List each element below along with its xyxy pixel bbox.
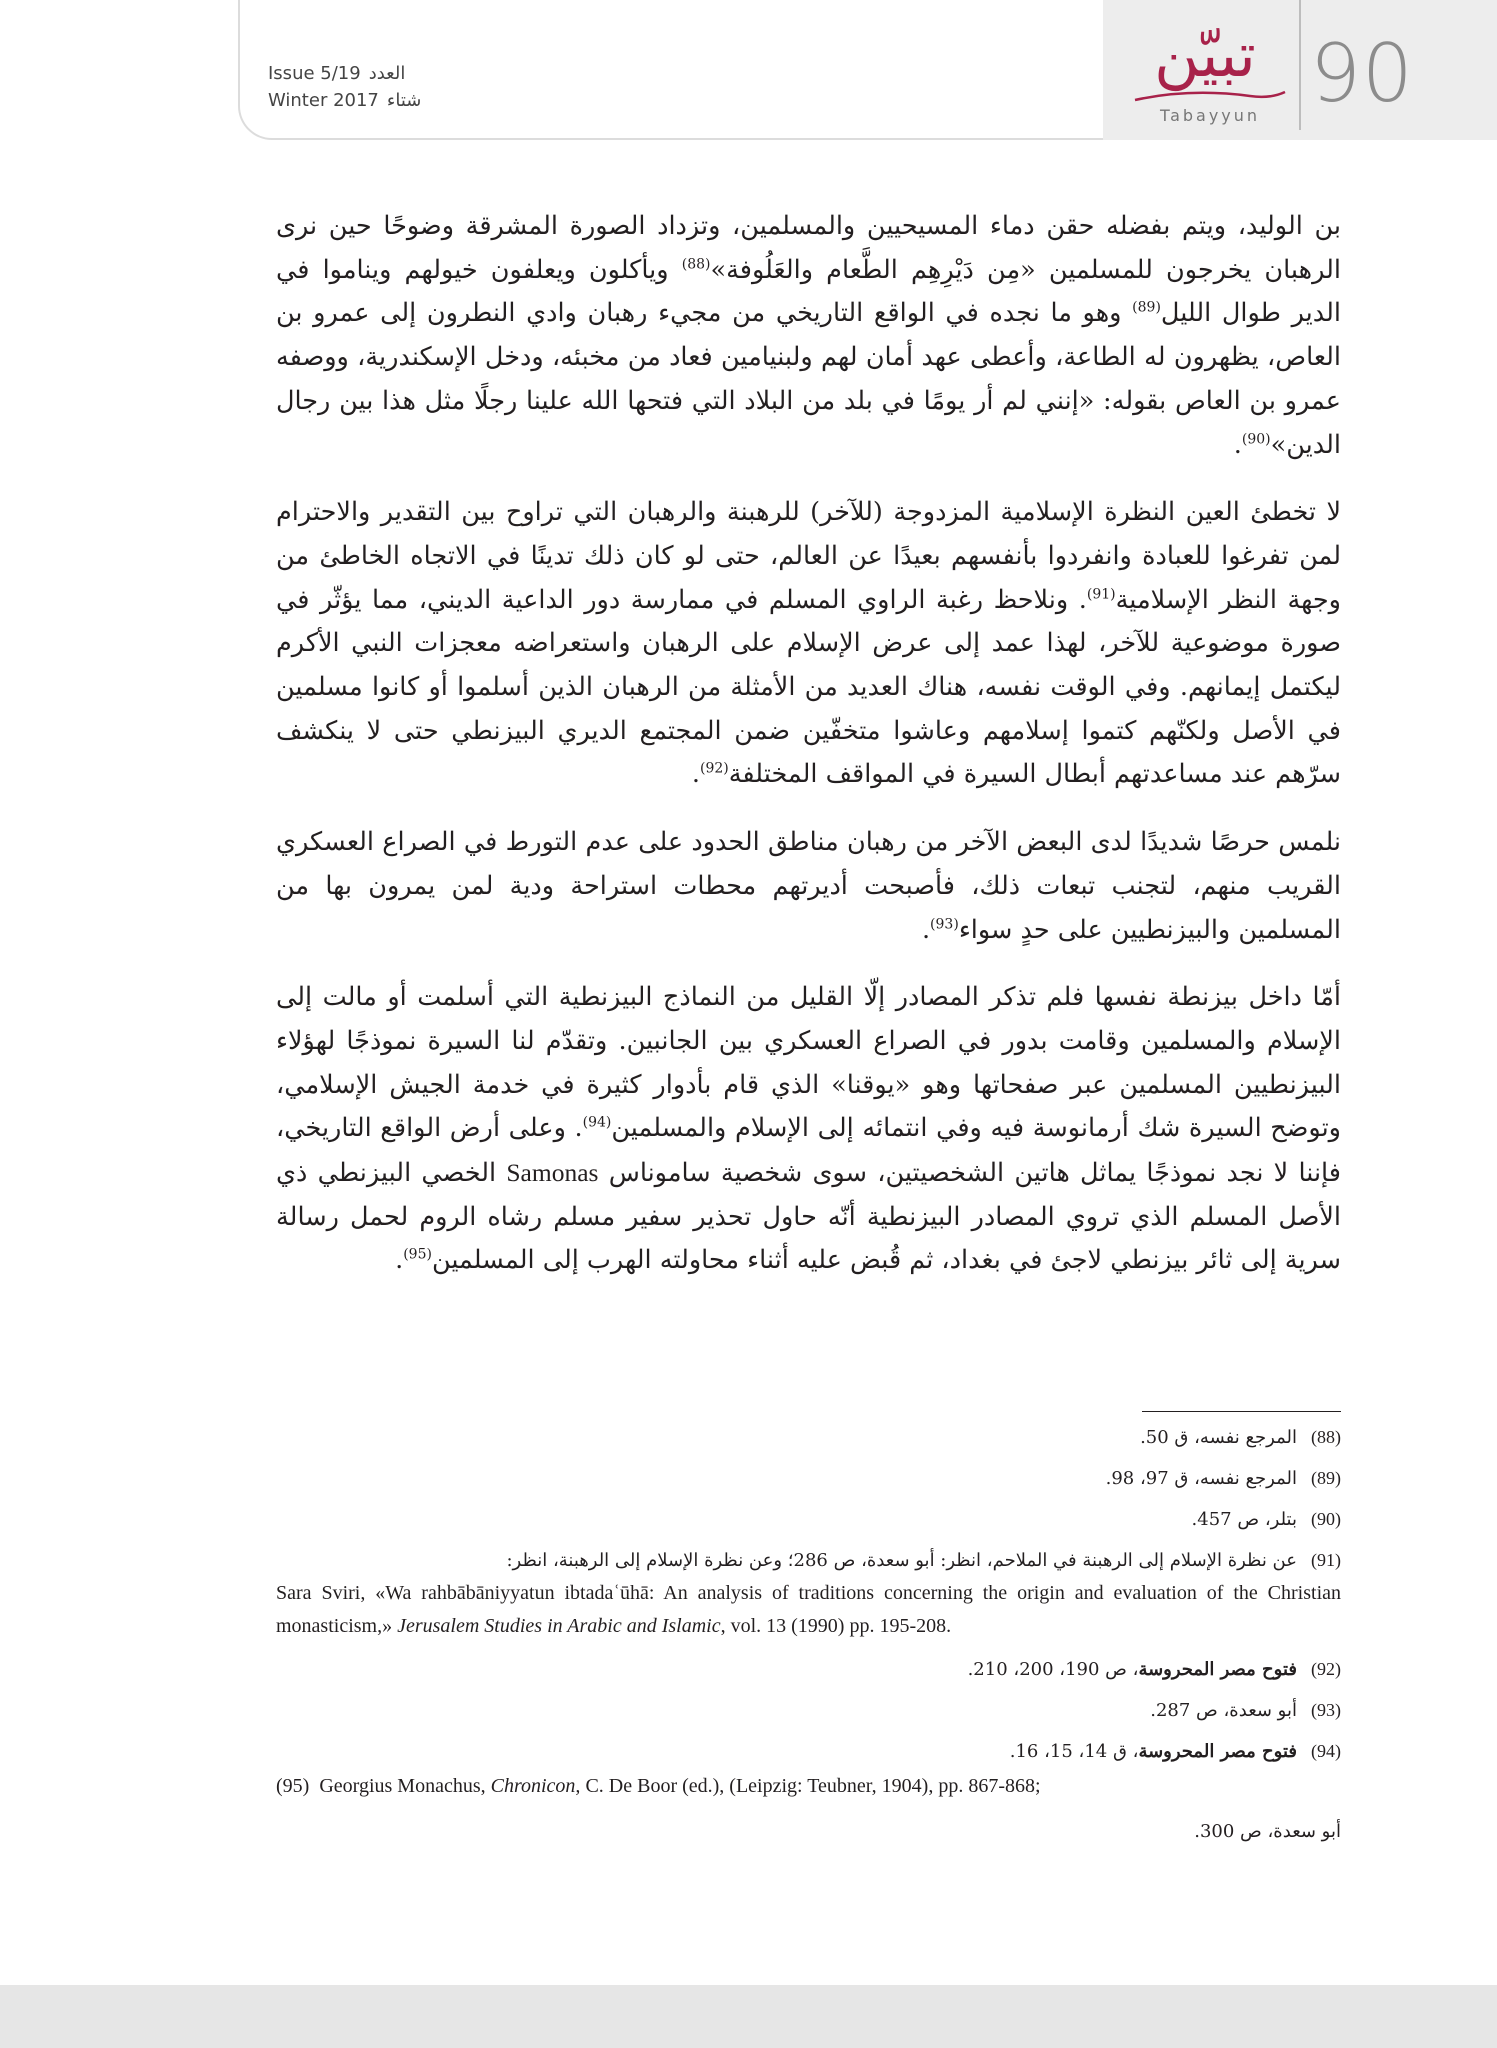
text-run: لا تخطئ العين النظرة الإسلامية المزدوجة (للآخر) للرهبنة والرهبان التي تراوح بين التقدير والاحترام لمن تفرغوا للعبادة وانفردوا بأنفسهم بعيدًا عن العالم، حتى لو كان ذلك تدينًا في الاتجاه الخاطئ من وجهة النظر الإسلامية <box>276 497 1341 615</box>
logo-latin-text: Tabayyun <box>1159 106 1261 125</box>
footnote-ref[interactable]: (95) <box>403 1246 432 1263</box>
footnote-93 <box>276 1696 1341 1725</box>
footnote-94 <box>276 1737 1341 1766</box>
paragraph-3 <box>276 821 1341 952</box>
paragraph-4 <box>276 976 1341 1283</box>
season-line <box>268 87 468 114</box>
footnote-text: ، ق 14، 15، 16. <box>1009 1741 1139 1762</box>
footnote-ref[interactable]: (94) <box>582 1114 612 1131</box>
footnote-ref[interactable]: (92) <box>699 760 729 777</box>
text-run: الخصي البيزنطي ذي الأصل المسلم الذي تروي المصادر البيزنطية أنّه حاول تحذير سفير مسلم رشاه الروم لحمل رسالة سرية إلى ثائر بيزنطي لاجئ في بغداد، ثم قُبض عليه أثناء محاولته الهرب إلى المسلمين <box>276 1158 1341 1276</box>
citation-text: Sara Sviri, «Wa rahbābāniyyatun ibtadaʿūhā: An analysis of traditions concerning the origin and evaluation of the Christian monasticism,» <box>276 1582 1341 1637</box>
issue-label-ar: العدد <box>368 63 406 84</box>
text-run: . <box>691 759 700 790</box>
issue-line <box>268 60 468 87</box>
footnote-text: المرجع نفسه، ق 50. <box>1140 1427 1297 1448</box>
footnote-text: بتلر، ص 457. <box>1191 1509 1297 1530</box>
footnotes <box>276 1423 1341 1858</box>
text-run: . وعلى أرض الواقع التاريخي، فإننا لا نجد نموذجًا يماثل هاتين الشخصيتين، سوى شخصية ساموناس <box>276 1113 1342 1189</box>
page-bottom-band <box>0 1985 1497 2048</box>
footnote-number: (88) <box>1311 1427 1341 1447</box>
footnote-number: (95) <box>276 1775 310 1797</box>
footnote-number: (89) <box>1311 1468 1341 1488</box>
latin-term: Samonas <box>506 1158 599 1188</box>
text-run: . ونلاحظ رغبة الراوي المسلم في ممارسة دور الداعية الديني، مما يؤثّر في صورة موضوعية للآخر، لهذا عمد إلى عرض الإسلام على الرهبان واستعراضه معجزات النبي الأكرم ليكتمل إيمانهم. وفي الوقت نفسه، هناك العديد من الأمثلة من الرهبان الذين أسلموا أو كانوا مسلمين في الأصل ولكنّهم كتموا إسلامهم وعاشوا متخفّين ضمن المجتمع الديري البيزنطي حتى لا ينكشف سرّهم عند مساعدتهم أبطال السيرة في المواقف المختلفة <box>276 584 1341 790</box>
footnote-number: (93) <box>1311 1700 1341 1720</box>
citation-text: Georgius Monachus, <box>319 1775 491 1797</box>
footnote-89 <box>276 1464 1341 1493</box>
work-title: Chronicon, <box>490 1775 581 1797</box>
footnote-ref[interactable]: (88) <box>681 256 711 273</box>
issue-label-en: Issue 5/19 <box>268 63 361 84</box>
text-run: نلمس حرصًا شديدًا لدى البعض الآخر من رهبان مناطق الحدود على عدم التورط في الصراع العسكري القريب منهم، لتجنب تبعات ذلك، فأصبحت أديرتهم محطات استراحة ودية لمن يمرون بها من المسلمين والبيزنطيين على حدٍ سواء <box>276 827 1341 945</box>
logo-divider <box>1299 0 1301 130</box>
text-run: وهو ما نجده في الواقع التاريخي من مجيء رهبان وادي النطرون إلى عمرو بن العاص، يظهرون له الطاعة، وأعطى عهد أمان لهم ولبنيامين فعاد من مخبئه، ودخل الإسكندرية، ووصفه عمرو بن العاص بقوله: «إنني لم أر يومًا في بلد من البلاد التي فتحها الله علينا رجلًا مثل هذا بين رجال الدين» <box>276 298 1341 460</box>
footnote-ref[interactable]: (90) <box>1241 431 1271 448</box>
footnote-number: (90) <box>1311 1509 1341 1529</box>
text-run: ويأكلون ويعلفون خيولهم ويناموا في الدير طوال الليل <box>276 254 1341 329</box>
text-run: أمّا داخل بيزنطة نفسها فلم تذكر المصادر إلّا القليل من النماذج البيزنطية التي أسلمت أو مالت إلى الإسلام والمسلمين وقامت بدور في الصراع العسكري بين الجانبين. وتقدّم لنا السيرة نموذجًا لهؤلاء البيزنطيين المسلمين عبر صفحاتها وهو «يوقنا» الذي قام بأدوار كثيرة في خدمة الجيش الإسلامي، وتوضح السيرة شك أرمانوسة فيه وفي انتمائه إلى الإسلام والمسلمين <box>276 982 1342 1144</box>
footnote-number: (92) <box>1311 1659 1341 1679</box>
footnote-rule <box>1142 1411 1341 1412</box>
text-run: بن الوليد، ويتم بفضله حقن دماء المسيحيين والمسلمين، وتزداد الصورة المشرقة وضوحًا حين نرى الرهبان يخرجون للمسلمين «مِن دَيْرِهِم الطَّعام والعَلُوفة» <box>276 211 1341 285</box>
footnote-95-citation <box>276 1770 1341 1803</box>
footnote-92 <box>276 1655 1341 1684</box>
logo-arabic-text: تبيّن <box>1154 18 1256 91</box>
paragraph-2 <box>276 491 1341 797</box>
footnote-text: المرجع نفسه، ق 97، 98. <box>1105 1468 1297 1489</box>
book-title: فتوح مصر المحروسة <box>1138 1659 1297 1680</box>
footnote-91-citation <box>276 1577 1341 1643</box>
footnote-90 <box>276 1505 1341 1534</box>
text-run: . <box>395 1245 404 1276</box>
paragraph-1 <box>276 205 1341 467</box>
footnote-ref[interactable]: (89) <box>1132 299 1161 316</box>
book-title: فتوح مصر المحروسة <box>1138 1741 1297 1762</box>
text-run: . <box>921 914 931 945</box>
footnote-88 <box>276 1423 1341 1452</box>
footnote-ref[interactable]: (91) <box>1086 586 1116 603</box>
footnote-number: (94) <box>1311 1741 1341 1761</box>
article-body <box>276 205 1341 1307</box>
journal-title: Jerusalem Studies in Arabic and Islamic <box>397 1615 721 1637</box>
citation-text: , vol. 13 (1990) pp. 195-208. <box>720 1615 952 1637</box>
citation-text: C. De Boor (ed.), (Leipzig: Teubner, 1904), pp. 867-868; <box>580 1775 1041 1797</box>
logo-swash-icon <box>1130 86 1290 106</box>
page-number: 90 <box>1310 27 1414 120</box>
footnote-text: أبو سعدة، ص 300. <box>1194 1821 1341 1842</box>
issue-info <box>268 60 468 114</box>
footnote-95-arabic <box>276 1817 1341 1846</box>
footnote-text: ، ص 190، 200، 210. <box>967 1659 1139 1680</box>
footnote-text: أبو سعدة، ص 287. <box>1150 1700 1297 1721</box>
footnote-ref[interactable]: (93) <box>930 916 959 933</box>
season-label-ar: شتاء <box>386 90 422 111</box>
text-run: . <box>1233 429 1242 460</box>
footnote-text: عن نظرة الإسلام إلى الرهبنة في الملاحم، انظر: أبو سعدة، ص 286؛ وعن نظرة الإسلام إلى الرهبنة، انظر: <box>506 1550 1297 1571</box>
season-label-en: Winter 2017 <box>268 90 379 111</box>
footnote-number: (91) <box>1311 1550 1341 1570</box>
footnote-91 <box>276 1546 1341 1575</box>
